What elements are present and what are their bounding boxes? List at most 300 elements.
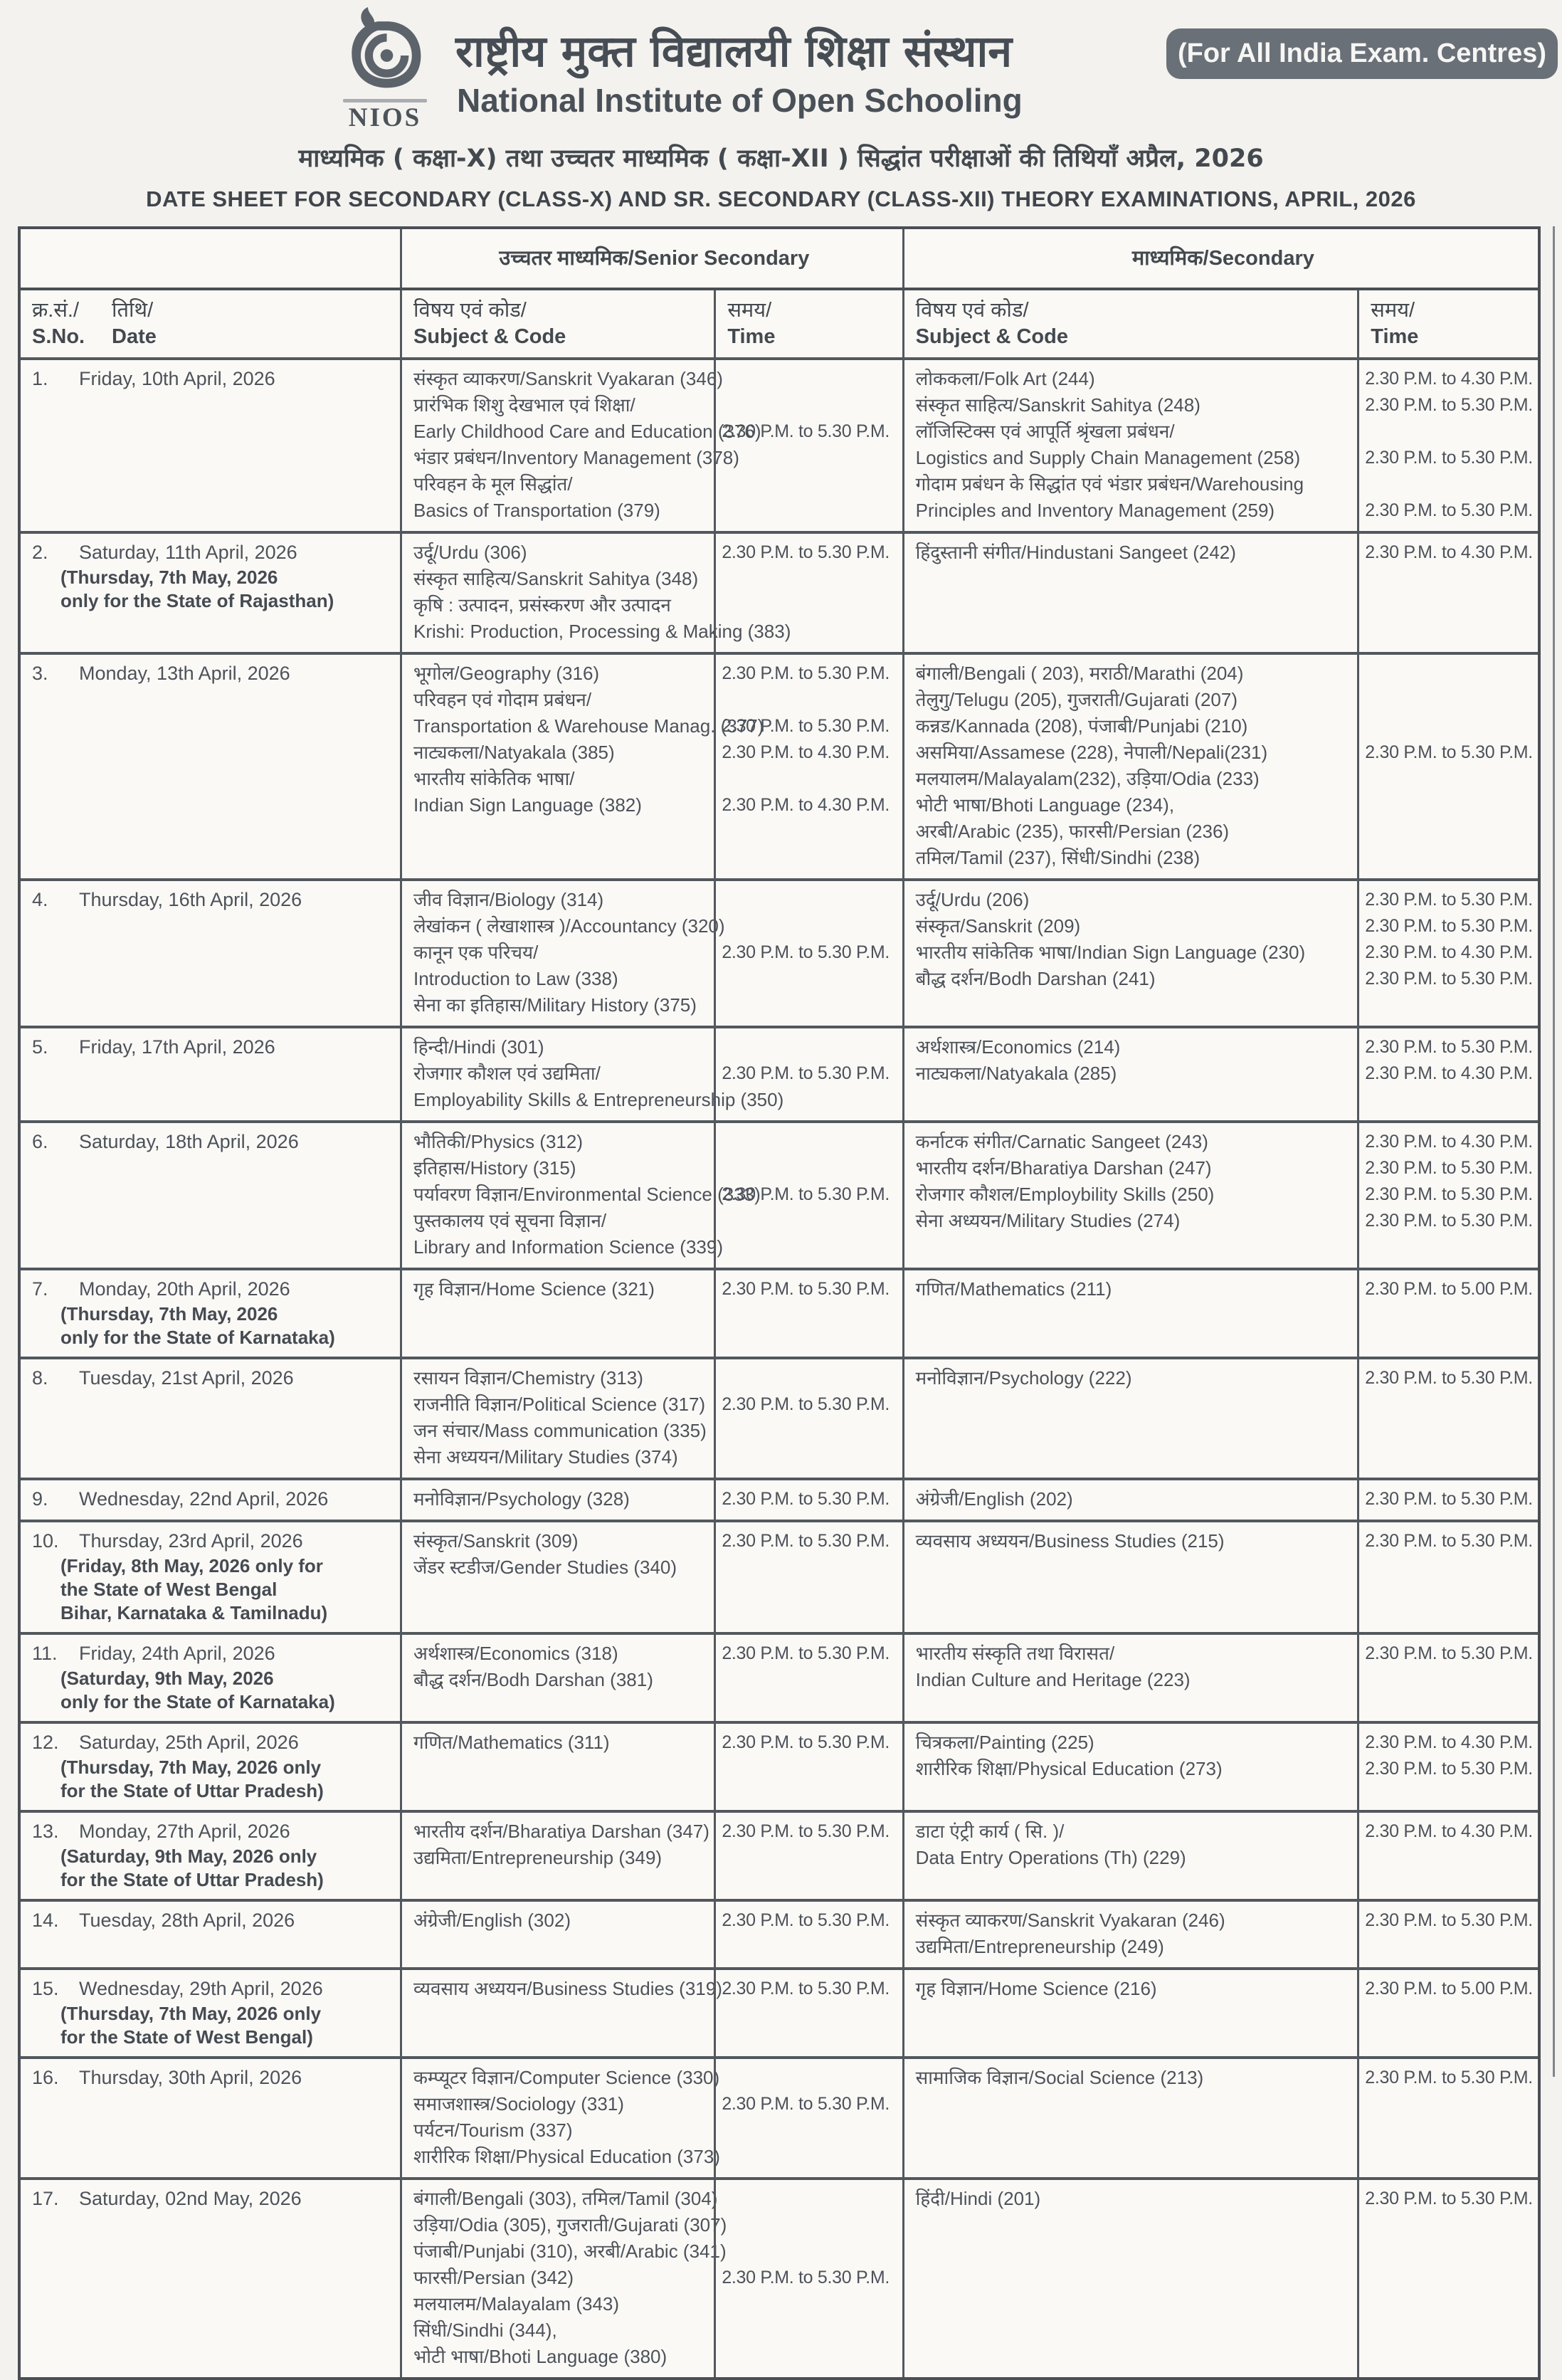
sec-subject-cell	[902, 2180, 1358, 2377]
sr-time-cell	[714, 1123, 902, 1268]
date-line	[32, 1907, 396, 1934]
date-cell	[21, 1522, 400, 1632]
subject-line: पंजाबी/Punjabi (310), अरबी/Arabic (341)	[413, 2241, 727, 2262]
time-line: 2.30 P.M. to 5.30 P.M.	[722, 716, 890, 736]
row-serial: 6.	[32, 1131, 48, 1152]
time-line: 2.30 P.M. to 5.30 P.M.	[1365, 1910, 1533, 1930]
time-line: 2.30 P.M. to 5.30 P.M.	[722, 1394, 890, 1414]
time-line: 2.30 P.M. to 5.30 P.M.	[722, 542, 890, 562]
table-row	[21, 1026, 1538, 1120]
time-line	[722, 2065, 897, 2091]
row-date: Saturday, 02nd May, 2026	[79, 2188, 302, 2209]
subject-line: व्यवसाय अध्ययन/Business Studies (319)	[413, 1978, 722, 1999]
subject-line: पर्यटन/Tourism (337)	[413, 2120, 573, 2141]
subject-line: भारतीय दर्शन/Bharatiya Darshan (347)	[413, 1821, 709, 1842]
column-header-row	[21, 288, 1538, 357]
row-serial: 10.	[32, 1530, 59, 1552]
row-serial: 3.	[32, 663, 48, 684]
time-line: 2.30 P.M. to 4.30 P.M.	[1365, 1063, 1533, 1083]
table-row	[21, 1967, 1538, 2056]
subject-line: व्यवसाय अध्ययन/Business Studies (215)	[915, 1530, 1225, 1552]
row-date: Saturday, 11th April, 2026	[79, 542, 297, 563]
date-line	[32, 1365, 396, 1391]
col-header-date-hindi: तिथि/	[112, 299, 154, 322]
subject-line: Logistics and Supply Chain Management (258)	[915, 447, 1301, 468]
subject-line: गृह विज्ञान/Home Science (216)	[915, 1978, 1157, 1999]
subject-line: लेखांकन ( लेखाशास्त्र )/Accountancy (320)	[413, 915, 725, 937]
subject-line: सिंधी/Sindhi (344),	[413, 2320, 557, 2341]
date-line	[32, 1818, 396, 1845]
time-line	[722, 2238, 897, 2265]
time-line	[1365, 792, 1534, 818]
subject-line: मलयालम/Malayalam(232), उड़िया/Odia (233)	[915, 768, 1260, 789]
time-line	[1365, 818, 1534, 845]
col-header-time-english: Time	[1371, 325, 1419, 348]
subject-line: भूगोल/Geography (316)	[413, 663, 600, 684]
table-row	[21, 1810, 1538, 1899]
subject-line: सामाजिक विज्ञान/Social Science (213)	[915, 2067, 1204, 2088]
time-line: 2.30 P.M. to 4.30 P.M.	[1365, 1132, 1533, 1152]
subject-line: अंग्रेजी/English (302)	[413, 1910, 571, 1931]
sr-subject-cell	[400, 1028, 784, 1120]
subject-line: सेना का इतिहास/Military History (375)	[413, 994, 697, 1016]
time-line: 2.30 P.M. to 5.30 P.M.	[722, 1063, 890, 1083]
row-date: Saturday, 18th April, 2026	[79, 1131, 299, 1152]
sr-time-cell	[714, 1724, 902, 1810]
time-line: 2.30 P.M. to 5.30 P.M.	[722, 1910, 890, 1930]
sec-time-cell	[1357, 2059, 1538, 2177]
date-cell	[21, 655, 400, 878]
time-line: 2.30 P.M. to 5.30 P.M.	[722, 1489, 890, 1509]
time-line	[722, 592, 897, 618]
sec-time-cell	[1357, 1902, 1538, 1967]
time-line	[1365, 660, 1534, 687]
sec-subject-cell	[902, 1270, 1358, 1357]
time-line	[1365, 1934, 1534, 1960]
date-cell	[21, 1813, 400, 1899]
row-date-note: for the State of Uttar Pradesh)	[60, 1869, 324, 1890]
time-line	[722, 2212, 897, 2238]
sr-subject-cell	[400, 2180, 727, 2377]
time-line: 2.30 P.M. to 5.30 P.M.	[1365, 916, 1533, 936]
sec-subject-cell	[902, 1813, 1358, 1899]
col-header-subject-english: Subject & Code	[915, 325, 1068, 348]
date-line	[32, 1528, 396, 1554]
date-line	[32, 1729, 396, 1756]
subject-line: कानून एक परिचय/	[413, 942, 539, 963]
subject-line: Indian Culture and Heritage (223)	[915, 1669, 1191, 1690]
time-line	[1365, 1845, 1534, 1871]
subject-line: उड़िया/Odia (305), गुजराती/Gujarati (307)	[413, 2214, 727, 2236]
row-date-note: the State of West Bengal	[60, 1579, 278, 1600]
row-serial: 2.	[32, 542, 48, 563]
date-line	[32, 887, 396, 913]
subject-line: समाजशास्त्र/Sociology (331)	[413, 2093, 624, 2115]
time-line: 2.30 P.M. to 5.30 P.M.	[1365, 1368, 1533, 1388]
sec-time-cell	[1357, 1359, 1538, 1478]
sr-subject-cell	[400, 881, 725, 1026]
time-line: 2.30 P.M. to 5.30 P.M.	[1365, 2068, 1533, 2087]
sr-subject-cell	[400, 1270, 714, 1357]
subject-line: गृह विज्ञान/Home Science (321)	[413, 1278, 655, 1300]
subject-line: परिवहन के मूल सिद्धांत/	[413, 473, 573, 495]
subject-line: रोजगार कौशल/Employbility Skills (250)	[915, 1184, 1215, 1205]
date-line	[32, 2186, 396, 2212]
logo-nios-text: NIOS	[348, 103, 422, 132]
subject-line: पुस्तकालय एवं सूचना विज्ञान/	[413, 1210, 607, 1231]
row-serial: 8.	[32, 1367, 48, 1389]
subject-line: मलयालम/Malayalam (343)	[413, 2293, 620, 2315]
time-line: 2.30 P.M. to 5.30 P.M.	[1365, 1211, 1533, 1231]
date-cell	[21, 1123, 400, 1268]
time-line: 2.30 P.M. to 5.30 P.M.	[722, 663, 890, 683]
sec-time-cell	[1357, 1813, 1538, 1899]
datesheet-table	[18, 226, 1541, 2380]
time-line	[722, 1208, 897, 1234]
subject-line: अंग्रेजी/English (202)	[915, 1488, 1073, 1510]
col-header-sr-time	[714, 290, 902, 357]
row-date-note: (Thursday, 7th May, 2026 only	[60, 2003, 322, 2024]
time-line	[722, 2344, 897, 2370]
col-header-sno-date	[21, 290, 400, 357]
group-header-empty	[21, 229, 400, 288]
time-line: 2.30 P.M. to 4.30 P.M.	[1365, 1732, 1533, 1752]
subject-line: भारतीय सांकेतिक भाषा/Indian Sign Language (230)	[915, 942, 1306, 963]
subject-line: भारतीय संस्कृति तथा विरासत/	[915, 1643, 1115, 1664]
subject-line: मनोविज्ञान/Psychology (328)	[413, 1488, 630, 1510]
sr-time-cell	[714, 1902, 902, 1967]
time-line: 2.30 P.M. to 5.30 P.M.	[1365, 1158, 1533, 1178]
subject-line: भंडार प्रबंधन/Inventory Management (378)	[413, 447, 739, 468]
subject-line: जीव विज्ञान/Biology (314)	[413, 889, 604, 910]
row-date-note: (Thursday, 7th May, 2026 only	[60, 1757, 322, 1778]
time-line: 2.30 P.M. to 5.30 P.M.	[722, 1184, 890, 1204]
col-header-sno-date-english	[32, 324, 393, 350]
sec-time-cell	[1357, 1522, 1538, 1632]
time-line	[722, 1034, 897, 1060]
sr-subject-cell	[400, 1359, 714, 1478]
sec-time-cell	[1357, 1028, 1538, 1120]
time-line	[722, 887, 897, 913]
sr-subject-cell	[400, 1123, 761, 1268]
row-serial: 15.	[32, 1978, 59, 1999]
date-cell	[21, 2180, 400, 2377]
table-row	[21, 1632, 1538, 1721]
subject-line: बौद्ध दर्शन/Bodh Darshan (241)	[915, 968, 1156, 989]
table-row	[21, 1721, 1538, 1810]
col-header-time-hindi: समय/	[727, 299, 772, 322]
table-row	[21, 652, 1538, 878]
sr-subject-cell	[400, 1635, 714, 1721]
row-serial: 1.	[32, 368, 48, 389]
time-line: 2.30 P.M. to 5.30 P.M.	[722, 942, 890, 962]
row-date: Tuesday, 21st April, 2026	[79, 1367, 294, 1389]
subject-line: सेना अध्ययन/Military Studies (274)	[915, 1210, 1181, 1231]
date-line	[32, 660, 396, 687]
time-line	[722, 2186, 897, 2212]
subject-line: राजनीति विज्ञान/Political Science (317)	[413, 1394, 706, 1415]
subject-line: Employability Skills & Entrepreneurship (350)	[413, 1089, 784, 1110]
sec-subject-cell	[902, 534, 1358, 652]
row-date-note: for the State of West Bengal)	[60, 2026, 313, 2048]
time-line	[722, 1234, 897, 1260]
sr-subject-cell	[400, 1970, 722, 2056]
subject-line: हिंदी/Hindi (201)	[915, 2188, 1041, 2209]
row-date-note: only for the State of Karnataka)	[60, 1691, 335, 1712]
time-line: 2.30 P.M. to 5.30 P.M.	[1365, 500, 1533, 520]
time-line	[722, 366, 897, 392]
sec-subject-cell	[902, 1635, 1358, 1721]
sr-time-cell	[714, 1522, 902, 1632]
sr-time-cell	[714, 360, 902, 531]
subject-line: भौतिकी/Physics (312)	[413, 1131, 583, 1152]
time-line	[1365, 687, 1534, 713]
subject-line: नाट्यकला/Natyakala (285)	[915, 1063, 1117, 1084]
subject-line: असमिया/Assamese (228), नेपाली/Nepali(231)	[915, 742, 1268, 763]
date-cell	[21, 1270, 400, 1357]
sec-subject-cell	[902, 1724, 1358, 1810]
col-header-subject-hindi: विषय एवं कोड/	[413, 299, 527, 322]
time-line	[722, 1845, 897, 1871]
row-serial: 11.	[32, 1643, 58, 1664]
time-line: 2.30 P.M. to 5.30 P.M.	[722, 1732, 890, 1752]
subject-line: गणित/Mathematics (311)	[413, 1732, 610, 1753]
time-line	[722, 1155, 897, 1181]
subject-line: भोटी भाषा/Bhoti Language (234),	[915, 794, 1175, 816]
col-header-time-hindi: समय/	[1371, 299, 1415, 322]
subject-line: संस्कृत/Sanskrit (209)	[915, 915, 1081, 937]
subject-line: संस्कृत व्याकरण/Sanskrit Vyakaran (246)	[915, 1910, 1225, 1931]
col-header-sno-english: S.No.	[32, 325, 85, 348]
sec-time-cell	[1357, 1970, 1538, 2056]
sec-time-cell	[1357, 1480, 1538, 1520]
sr-time-cell	[714, 534, 902, 652]
sr-subject-cell	[400, 1724, 714, 1810]
sec-subject-cell	[902, 1902, 1358, 1967]
sec-time-cell	[1357, 2180, 1538, 2377]
sec-time-cell	[1357, 1123, 1538, 1268]
datesheet-rows	[21, 357, 1538, 2377]
time-line: 2.30 P.M. to 4.30 P.M.	[1365, 369, 1533, 389]
subject-line: कम्प्यूटर विज्ञान/Computer Science (330)	[413, 2067, 720, 2088]
time-line	[722, 913, 897, 939]
row-date: Friday, 24th April, 2026	[79, 1643, 275, 1664]
time-line: 2.30 P.M. to 5.30 P.M.	[722, 2094, 890, 2114]
subject-line: Basics of Transportation (379)	[413, 500, 660, 521]
sec-subject-cell	[902, 655, 1358, 878]
time-line	[722, 2317, 897, 2344]
date-cell	[21, 1028, 400, 1120]
sr-subject-cell	[400, 655, 764, 878]
col-header-subject-english: Subject & Code	[413, 325, 566, 348]
row-date-note: for the State of Uttar Pradesh)	[60, 1780, 324, 1801]
sec-subject-cell	[902, 881, 1358, 1026]
row-serial: 12.	[32, 1732, 59, 1753]
subject-line: संस्कृत/Sanskrit (309)	[413, 1530, 579, 1552]
subject-line: गणित/Mathematics (211)	[915, 1278, 1112, 1300]
date-cell	[21, 1724, 400, 1810]
time-line: 2.30 P.M. to 4.30 P.M.	[722, 742, 890, 762]
sec-subject-cell	[902, 1522, 1358, 1632]
subject-line: चित्रकला/Painting (225)	[915, 1732, 1094, 1753]
time-line	[722, 2117, 897, 2144]
date-cell	[21, 1480, 400, 1520]
time-line: 2.30 P.M. to 5.00 P.M.	[1365, 1279, 1533, 1299]
sec-subject-cell	[902, 2059, 1358, 2177]
subject-line: भारतीय दर्शन/Bharatiya Darshan (247)	[915, 1157, 1212, 1179]
time-line	[722, 618, 897, 645]
row-serial: 4.	[32, 889, 48, 910]
time-line: 2.30 P.M. to 4.30 P.M.	[1365, 942, 1533, 962]
row-date: Thursday, 16th April, 2026	[79, 889, 302, 910]
col-header-time-english: Time	[727, 325, 776, 348]
sr-time-cell	[714, 1270, 902, 1357]
sr-time-cell	[714, 1359, 902, 1478]
time-line: 2.30 P.M. to 5.30 P.M.	[1365, 742, 1533, 762]
row-date: Saturday, 25th April, 2026	[79, 1732, 299, 1753]
group-header-row	[21, 229, 1538, 288]
row-date: Wednesday, 29th April, 2026	[79, 1978, 323, 1999]
time-line	[722, 1365, 897, 1391]
time-line: 2.30 P.M. to 5.30 P.M.	[1365, 1643, 1533, 1663]
time-line: 2.30 P.M. to 5.30 P.M.	[722, 421, 890, 441]
subject-line: हिंदुस्तानी संगीत/Hindustani Sangeet (242)	[915, 542, 1236, 563]
sec-subject-cell	[902, 1123, 1358, 1268]
date-line	[32, 1976, 396, 2002]
subject-line: बंगाली/Bengali (303), तमिल/Tamil (304)	[413, 2188, 718, 2209]
subject-line: नाट्यकला/Natyakala (385)	[413, 742, 615, 763]
time-line: 2.30 P.M. to 5.30 P.M.	[722, 1531, 890, 1551]
row-date-note: (Thursday, 7th May, 2026	[60, 1303, 278, 1325]
time-line	[722, 497, 897, 524]
subject-line: Krishi: Production, Processing & Making (383)	[413, 621, 791, 642]
subject-line: कन्नड/Kannada (208), पंजाबी/Punjabi (210)	[915, 715, 1248, 737]
table-row	[21, 357, 1538, 531]
subject-line: जन संचार/Mass communication (335)	[413, 1420, 707, 1441]
subject-line: उर्दू/Urdu (306)	[413, 542, 527, 563]
row-date: Monday, 20th April, 2026	[79, 1278, 290, 1300]
time-line: 2.30 P.M. to 5.30 P.M.	[722, 1979, 890, 1999]
time-line	[722, 1554, 897, 1581]
date-line	[32, 366, 396, 392]
subtitle-hindi: माध्यमिक ( कक्षा-X) तथा उच्चतर माध्यमिक ( कक्षा-XII ) सिद्धांत परीक्षाओं की तिथियाँ अप्रैल, 2026	[298, 144, 1264, 173]
time-line	[1365, 766, 1534, 792]
subject-line: अर्थशास्त्र/Economics (214)	[915, 1036, 1121, 1058]
col-header-sr-subject	[400, 290, 714, 357]
row-date-note: (Thursday, 7th May, 2026	[60, 567, 278, 588]
row-serial: 17.	[32, 2188, 59, 2209]
subject-line: जेंडर स्टडीज/Gender Studies (340)	[413, 1557, 677, 1578]
row-date: Friday, 17th April, 2026	[79, 1036, 275, 1058]
exam-centres-badge: (For All India Exam. Centres)	[1166, 28, 1558, 79]
row-serial: 14.	[32, 1910, 59, 1931]
time-line	[722, 445, 897, 471]
subject-line: अरबी/Arabic (235), फारसी/Persian (236)	[915, 821, 1230, 842]
subject-line: लोककला/Folk Art (244)	[915, 368, 1095, 389]
subject-line: सेना अध्ययन/Military Studies (374)	[413, 1446, 678, 1468]
subject-line: शारीरिक शिक्षा/Physical Education (373)	[413, 2146, 720, 2167]
row-date-note: only for the State of Rajasthan)	[60, 590, 334, 611]
row-date: Monday, 13th April, 2026	[79, 663, 290, 684]
time-line	[1365, 418, 1534, 445]
sr-time-cell	[714, 2180, 902, 2377]
table-row	[21, 2177, 1538, 2377]
time-line: 2.30 P.M. to 5.30 P.M.	[1365, 395, 1533, 415]
sr-subject-cell	[400, 1522, 714, 1632]
time-line	[722, 1418, 897, 1444]
col-header-subject-hindi: विषय एवं कोड/	[915, 299, 1029, 322]
group-header-secondary: माध्यमिक/Secondary	[902, 229, 1538, 288]
subject-line: संस्कृत व्याकरण/Sanskrit Vyakaran (346)	[413, 368, 723, 389]
table-row	[21, 878, 1538, 1026]
time-line: 2.30 P.M. to 5.00 P.M.	[1365, 1979, 1533, 1999]
sr-time-cell	[714, 1028, 902, 1120]
col-header-sno-date-hindi	[32, 298, 393, 324]
row-serial: 16.	[32, 2067, 59, 2088]
row-serial: 7.	[32, 1278, 48, 1300]
nios-logo-icon	[338, 7, 432, 97]
subject-line: Indian Sign Language (382)	[413, 794, 642, 816]
subject-line: उद्यमिता/Entrepreneurship (349)	[413, 1847, 663, 1868]
row-date-note: (Friday, 8th May, 2026 only for	[60, 1555, 323, 1576]
table-row	[21, 1899, 1538, 1967]
sec-subject-cell	[902, 1970, 1358, 2056]
sec-subject-cell	[902, 360, 1358, 531]
subject-line: हिन्दी/Hindi (301)	[413, 1036, 544, 1058]
time-line	[722, 471, 897, 497]
sec-time-cell	[1357, 534, 1538, 652]
row-date: Thursday, 30th April, 2026	[79, 2067, 302, 2088]
subject-line: Introduction to Law (338)	[413, 968, 618, 989]
time-line	[722, 392, 897, 418]
subject-line: मनोविज्ञान/Psychology (222)	[915, 1367, 1132, 1389]
subject-line: परिवहन एवं गोदाम प्रबंधन/	[413, 689, 592, 710]
date-cell	[21, 360, 400, 531]
time-line	[722, 566, 897, 592]
time-line	[1365, 713, 1534, 739]
nios-logo	[322, 7, 448, 131]
table-row	[21, 1120, 1538, 1268]
sr-subject-cell	[400, 1813, 714, 1899]
subject-line: पर्यावरण विज्ञान/Environmental Science (333)	[413, 1184, 761, 1205]
subject-line: भोटी भाषा/Bhoti Language (380)	[413, 2346, 667, 2367]
row-serial: 5.	[32, 1036, 48, 1058]
date-cell	[21, 881, 400, 1026]
col-header-sec-subject	[902, 290, 1358, 357]
sr-subject-cell	[400, 2059, 720, 2177]
subject-line: बौद्ध दर्शन/Bodh Darshan (381)	[413, 1669, 653, 1690]
time-line: 2.30 P.M. to 5.30 P.M.	[1365, 1184, 1533, 1204]
subject-line: इतिहास/History (315)	[413, 1157, 576, 1179]
datesheet-title: DATE SHEET FOR SECONDARY (CLASS-X) AND SR. SECONDARY (CLASS-XII) THEORY EXAMINATIONS, APRIL, 2026	[146, 186, 1416, 211]
time-line: 2.30 P.M. to 5.30 P.M.	[1365, 1759, 1533, 1779]
row-serial: 9.	[32, 1488, 48, 1510]
time-line: 2.30 P.M. to 5.30 P.M.	[722, 2268, 890, 2287]
time-line	[722, 1667, 897, 1693]
subject-line: भारतीय सांकेतिक भाषा/	[413, 768, 575, 789]
time-line	[722, 992, 897, 1018]
subject-line: रोजगार कौशल एवं उद्यमिता/	[413, 1063, 601, 1084]
logo-tagline	[343, 99, 427, 102]
subject-line: उर्दू/Urdu (206)	[915, 889, 1030, 910]
date-line	[32, 2065, 396, 2091]
sr-time-cell	[714, 1813, 902, 1899]
sr-time-cell	[714, 1480, 902, 1520]
sec-time-cell	[1357, 1724, 1538, 1810]
date-line	[32, 1129, 396, 1155]
time-line	[1365, 845, 1534, 871]
row-date: Tuesday, 28th April, 2026	[79, 1910, 295, 1931]
